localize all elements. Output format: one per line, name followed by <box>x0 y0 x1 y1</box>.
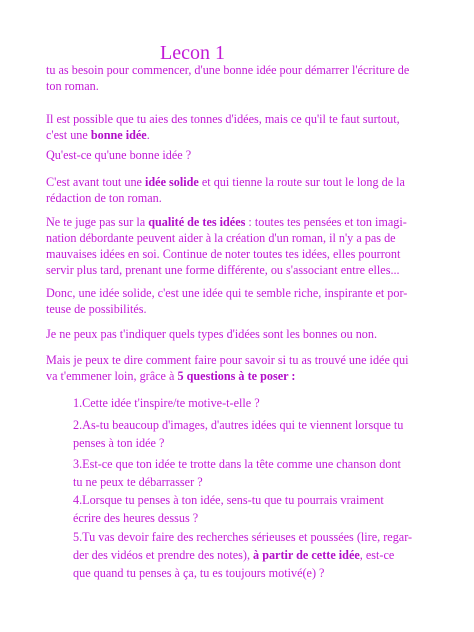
text-line <box>46 174 446 190</box>
bold-text: bonne idée <box>90 128 147 142</box>
text-run: . <box>146 128 150 142</box>
text-line: teuse de possibilités. <box>46 302 147 316</box>
text-line: Donc, une idée solide, c'est une idée qui te semble riche, inspirante et por- <box>46 286 408 300</box>
question-item-5 <box>73 528 453 582</box>
text-line: 1.Cette idée t'inspire/te motive-t-elle ? <box>73 396 260 410</box>
text-line: ton roman. <box>46 79 99 93</box>
text-line: tu as besoin pour commencer, d'une bonne idée pour démarrer l'écriture de <box>46 63 410 77</box>
text-line: Il est possible que tu aies des tonnes d'idées, mais ce qu'il te faut surtout, <box>46 112 400 126</box>
text-run: der des vidéos et prendre des notes), <box>73 548 254 562</box>
text-line: servir plus tard, prenant une forme différente, ou s'associant entre elles... <box>46 263 400 277</box>
question-item-3 <box>73 455 453 491</box>
paragraph-solid-idea <box>46 174 446 206</box>
paragraph-question <box>46 147 446 163</box>
question-item-2 <box>73 416 453 452</box>
text-run: , est-ce <box>359 548 395 562</box>
text-line: que quand tu penses à ça, tu es toujours motivé(e) ? <box>73 566 325 580</box>
text-line: penses à ton idée ? <box>73 436 165 450</box>
paragraph-definition <box>46 285 446 317</box>
text-line: Qu'est-ce qu'une bonne idée ? <box>46 148 192 162</box>
text-line: 4.Lorsque tu penses à ton idée, sens-tu que tu pourrais vraiment <box>73 493 384 507</box>
text-line <box>73 546 453 564</box>
text-run: c'est une <box>46 128 91 142</box>
bold-text: idée solide <box>145 175 199 189</box>
question-item-1 <box>73 394 453 412</box>
bold-text: 5 questions à te poser : <box>177 369 296 383</box>
text-run: Ne te juge pas sur la <box>46 215 149 229</box>
bold-text: à partir de cette idée <box>253 548 360 562</box>
text-line <box>46 127 446 143</box>
bold-text: qualité de tes idées <box>148 215 246 229</box>
text-line: mauvaises idées en soi. Continue de noter toutes tes idées, elles pourront <box>46 247 401 261</box>
text-line: écrire des heures dessus ? <box>73 511 199 525</box>
text-line <box>46 368 446 384</box>
text-run: et qui tienne la route sur tout le long de la <box>198 175 405 189</box>
text-line: Mais je peux te dire comment faire pour savoir si tu as trouvé une idée qui <box>46 353 409 367</box>
text-line: Je ne peux pas t'indiquer quels types d'idées sont les bonnes ou non. <box>46 327 378 341</box>
text-line: 3.Est-ce que ton idée te trotte dans la tête comme une chanson dont <box>73 457 401 471</box>
text-line: rédaction de ton roman. <box>46 191 162 205</box>
paragraph-five-questions <box>46 352 446 384</box>
paragraph-cannot-tell <box>46 326 446 342</box>
text-run: C'est avant tout une <box>46 175 145 189</box>
page-title: Lecon 1 <box>160 42 225 64</box>
paragraph-ideas <box>46 111 446 143</box>
text-line: 5.Tu vas devoir faire des recherches sérieuses et poussées (lire, regar- <box>73 530 413 544</box>
text-line: 2.As-tu beaucoup d'images, d'autres idées qui te viennent lorsque tu <box>73 418 404 432</box>
paragraph-quality <box>46 214 446 278</box>
text-line: tu ne peux te débarrasser ? <box>73 475 203 489</box>
text-run: : toutes tes pensées et ton imagi- <box>245 215 407 229</box>
question-item-4 <box>73 491 453 527</box>
text-line <box>46 214 446 230</box>
text-line: nation débordante peuvent aider à la création d'un roman, il n'y a pas de <box>46 231 396 245</box>
paragraph-intro <box>46 62 446 94</box>
text-run: va t'emmener loin, grâce à <box>46 369 178 383</box>
